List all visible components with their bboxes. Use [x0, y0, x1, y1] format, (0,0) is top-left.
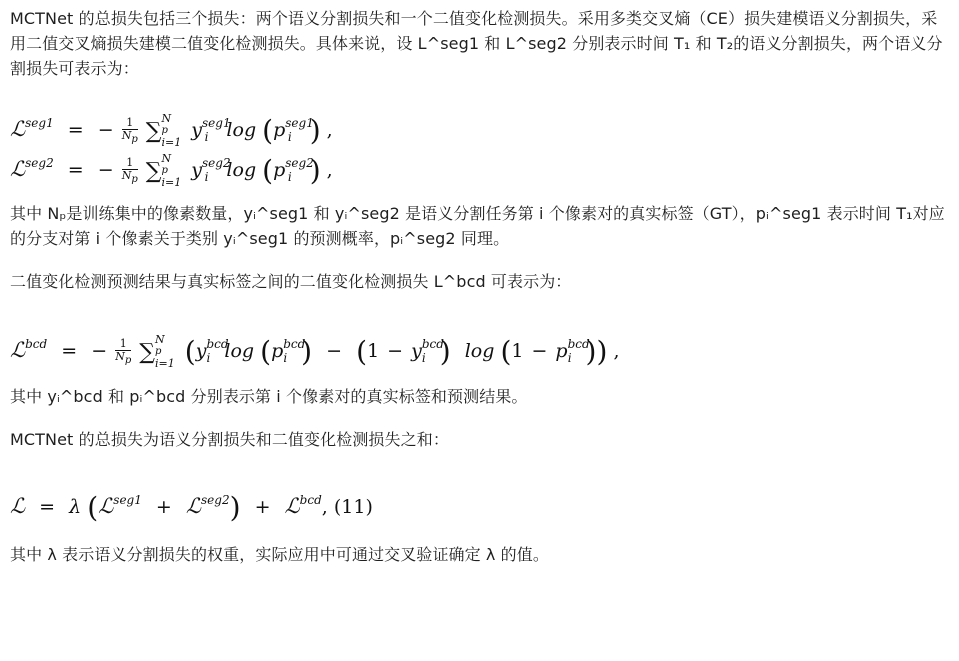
paragraph-total-loss-intro: MCTNet 的总损失为语义分割损失和二值变化检测损失之和：	[10, 430, 449, 449]
equation-number: (11)	[333, 496, 373, 518]
paragraph-bcd-definitions: 其中 yᵢ^bcd 和 pᵢ^bcd 分别表示第 i 个像素对的真实标签和预测结果。	[10, 387, 528, 406]
equation-seg1: ℒ$^{seg1}$ = − $\frac{1}{Np}$ ∑ N p i=1 $y^{seg1}_i$ $\log (p^{seg1}_i$ ) ,	[10, 112, 333, 149]
equation-seg-losses	[10, 103, 949, 189]
equation-seg2: ℒ$^{seg2}$ = − $\frac{1}{Np}$ ∑ N p i=1 $y^{seg2}_i$ $\log (p^{seg2}_i$ ) ,	[10, 152, 333, 189]
paragraph-intro: MCTNet 的总损失包括三个损失：两个语义分割损失和一个二值变化检测损失。采用多类交叉熵（CE）损失建模语义分割损失，采用二值交叉熵损失建模二值变化检测损失。具体来说，设 L^seg1 和 L^seg2 分别表示时间 T₁ 和 T₂的语义分割损失，两个语义分割损失可表示为：	[10, 9, 943, 78]
paragraph-lambda: 其中 λ 表示语义分割损失的权重，实际应用中可通过交叉验证确定 λ 的值。	[10, 545, 549, 564]
equation-total-loss: ℒ = λ (ℒ$^{seg1}$ + ℒ$^{seg2}$) + ℒ$^{bcd}$, (11)	[10, 491, 373, 524]
paragraph-bcd-intro: 二值变化检测预测结果与真实标签之间的二值变化检测损失 L^bcd 可表示为：	[10, 272, 572, 291]
equation-bcd: ℒ$^{bcd}$ = − $\frac{1}{Np}$ ∑ N p i=1 ($y^{bcd}_i$ $\log (p^{bcd}_i$ ) − ($1 - y^{bcd}_i$ ) $\log (1 - p^{bcd}_i$ )) ,	[10, 333, 620, 370]
paragraph-seg-definitions: 其中 Nₚ是训练集中的像素数量，yᵢ^seg1 和 yᵢ^seg2 是语义分割任务第 i 个像素对的真实标签（GT），pᵢ^seg1 表示时间 T₁对应的分支对第 i 个像素关于类别 yᵢ^seg1 的预测概率，pᵢ^seg2 同理。	[10, 204, 945, 248]
